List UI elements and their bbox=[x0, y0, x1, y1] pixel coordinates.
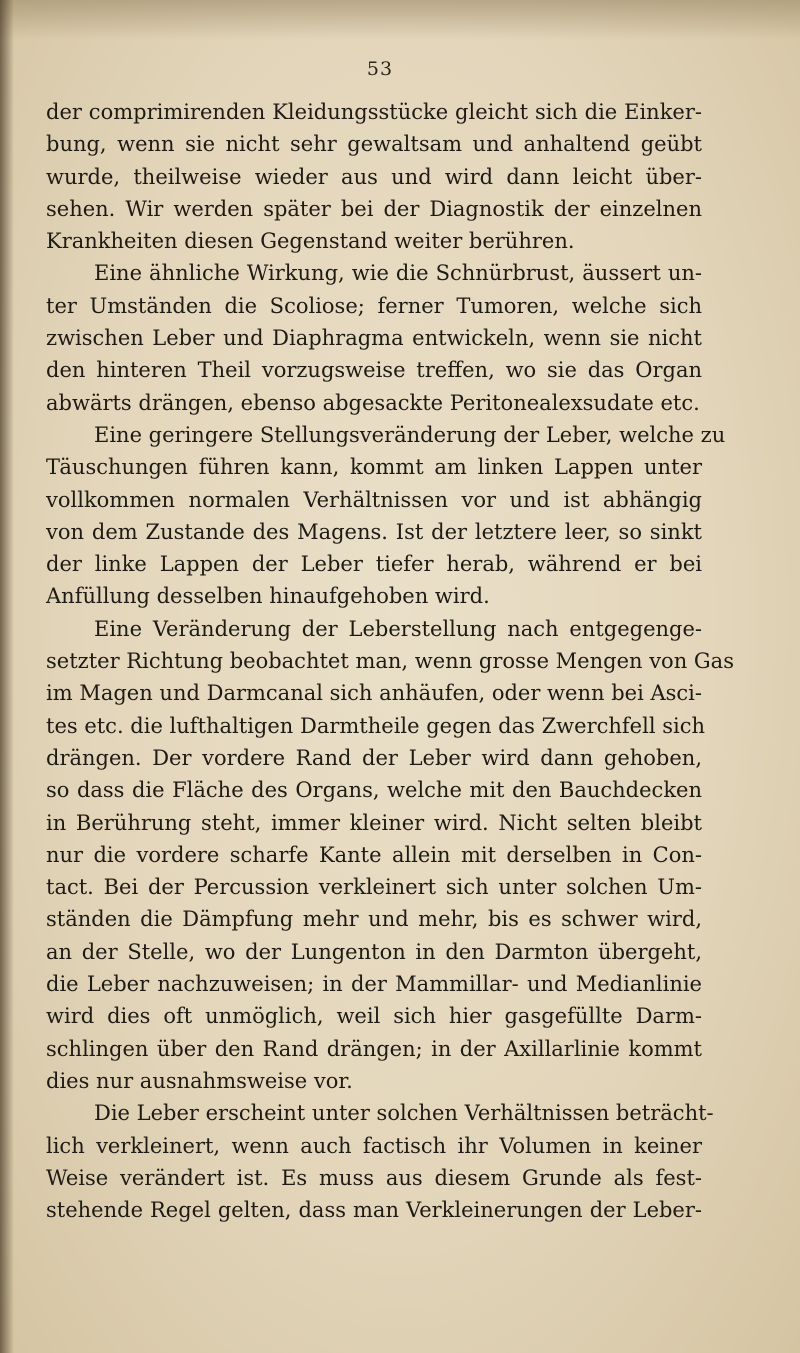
text-line: Täuschungen führen kann, kommt am linken Lappen unter bbox=[46, 455, 702, 480]
text-line: Weise verändert ist. Es muss aus diesem Grunde als fest- bbox=[46, 1165, 702, 1190]
text-line: zwischen Leber und Diaphragma entwickeln, wenn sie nicht bbox=[46, 326, 702, 351]
text-line: im Magen und Darmcanal sich anhäufen, oder wenn bei Asci- bbox=[46, 681, 702, 706]
text-line: tact. Bei der Percussion verkleinert sich unter solchen Um- bbox=[46, 875, 702, 900]
text-line: dies nur ausnahmsweise vor. bbox=[46, 1068, 353, 1093]
text-line: Anfüllung desselben hinaufgehoben wird. bbox=[46, 584, 490, 609]
text-line: an der Stelle, wo der Lungenton in den Darmton übergeht, bbox=[46, 939, 702, 964]
text-line: tes etc. die lufthaltigen Darmtheile gegen das Zwerchfell sich bbox=[46, 713, 705, 738]
text-line: in Berührung steht, immer kleiner wird. Nicht selten bleibt bbox=[46, 810, 702, 835]
text-line: Eine Veränderung der Leberstellung nach entgegenge- bbox=[94, 616, 702, 641]
text-line: Krankheiten diesen Gegenstand weiter berühren. bbox=[46, 229, 575, 254]
body-text bbox=[46, 96, 734, 1226]
text-line: wurde, theilweise wieder aus und wird dann leicht über- bbox=[46, 164, 702, 189]
text-line: drängen. Der vordere Rand der Leber wird dann gehoben, bbox=[46, 745, 702, 770]
text-line: wird dies oft unmöglich, weil sich hier gasgefüllte Darm- bbox=[46, 1004, 702, 1029]
text-line: die Leber nachzuweisen; in der Mammillar- und Medianlinie bbox=[46, 972, 702, 997]
text-line: von dem Zustande des Magens. Ist der letztere leer, so sinkt bbox=[46, 519, 702, 544]
text-line: vollkommen normalen Verhältnissen vor und ist abhängig bbox=[46, 487, 702, 512]
text-line: lich verkleinert, wenn auch factisch ihr Volumen in keiner bbox=[46, 1133, 702, 1158]
text-line: der linke Lappen der Leber tiefer herab, während er bei bbox=[46, 552, 702, 577]
text-line: Eine geringere Stellungsveränderung der Leber, welche zu bbox=[94, 422, 726, 447]
page-number: 53 bbox=[366, 58, 394, 80]
text-line: Eine ähnliche Wirkung, wie die Schnürbrust, äussert un- bbox=[94, 261, 702, 286]
text-line: ständen die Dämpfung mehr und mehr, bis es schwer wird, bbox=[46, 907, 702, 932]
text-line: setzter Richtung beobachtet man, wenn grosse Mengen von Gas bbox=[46, 649, 734, 674]
text-line: den hinteren Theil vorzugsweise treffen, wo sie das Organ bbox=[46, 358, 702, 383]
text-line: so dass die Fläche des Organs, welche mit den Bauchdecken bbox=[46, 778, 702, 803]
text-line: ter Umständen die Scoliose; ferner Tumoren, welche sich bbox=[46, 293, 702, 318]
text-line: abwärts drängen, ebenso abgesackte Peritonealexsudate etc. bbox=[46, 390, 700, 415]
text-line: bung, wenn sie nicht sehr gewaltsam und anhaltend geübt bbox=[46, 132, 702, 157]
text-line: nur die vordere scharfe Kante allein mit derselben in Con- bbox=[46, 842, 702, 867]
text-line: Die Leber erscheint unter solchen Verhältnissen beträcht- bbox=[94, 1101, 714, 1126]
text-line: schlingen über den Rand drängen; in der Axillarlinie kommt bbox=[46, 1036, 702, 1061]
text-line: sehen. Wir werden später bei der Diagnostik der einzelnen bbox=[46, 196, 702, 221]
text-line: der comprimirenden Kleidungsstücke gleicht sich die Einker- bbox=[46, 100, 702, 124]
text-line: stehende Regel gelten, dass man Verkleinerungen der Leber- bbox=[46, 1198, 702, 1223]
